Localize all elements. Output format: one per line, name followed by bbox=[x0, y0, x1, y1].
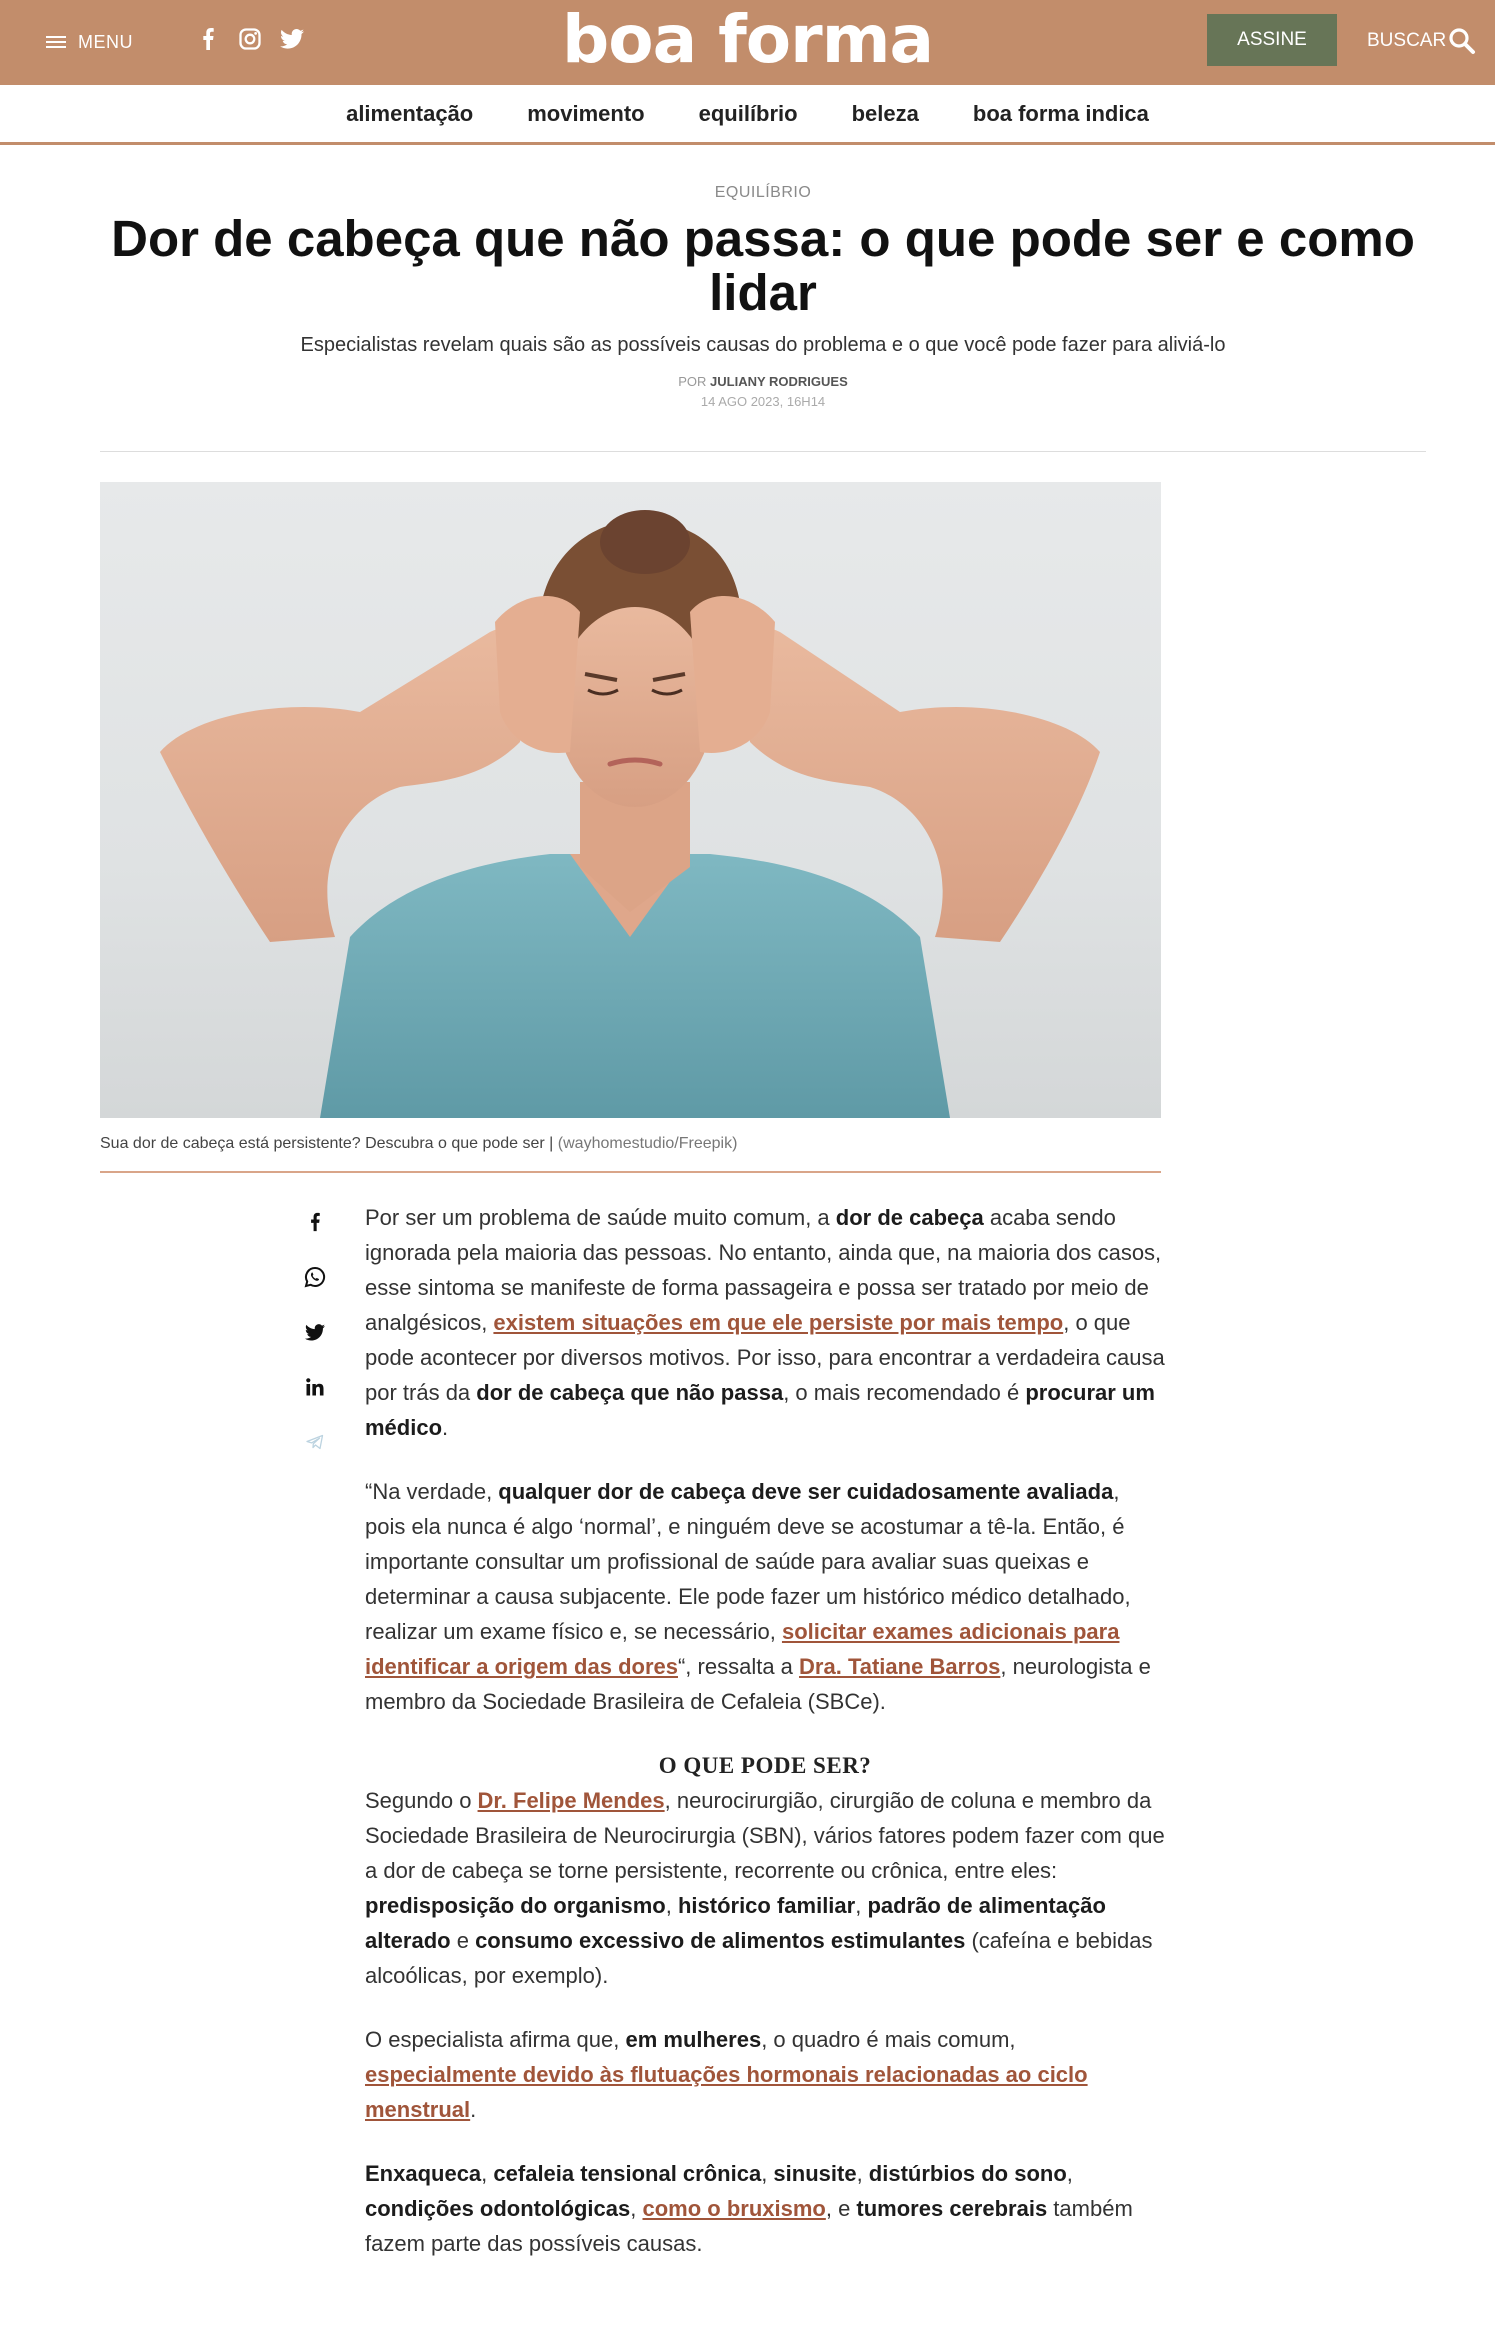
paragraph-1 bbox=[365, 1200, 1165, 1445]
p5-sep-5: , bbox=[630, 2196, 643, 2221]
nav-item-boa-forma-indica[interactable]: boa forma indica bbox=[972, 100, 1149, 126]
search-button[interactable] bbox=[1367, 26, 1476, 56]
hamburger-icon bbox=[46, 35, 66, 49]
header-social-links bbox=[196, 26, 304, 52]
p1-bold-3: procurar um médico bbox=[365, 1380, 1155, 1440]
p2-link-exames[interactable]: solicitar exames adicionais para identificar a origem das dores bbox=[365, 1619, 1120, 1679]
p4-text-1: O especialista afirma que, bbox=[365, 2027, 626, 2052]
share-linkedin-icon[interactable] bbox=[302, 1373, 328, 1401]
main-nav bbox=[0, 85, 1495, 145]
p2-text-4: , neurologista e membro da Sociedade Brasileira de Cefaleia (SBCe). bbox=[365, 1654, 1151, 1714]
category-label[interactable]: EQUILÍBRIO bbox=[714, 184, 812, 201]
p4-text-2: , o quadro é mais comum, bbox=[761, 2027, 1016, 2052]
p5-bold-6: tumores cerebrais bbox=[856, 2196, 1048, 2221]
p3-text-1: Segundo o bbox=[365, 1788, 478, 1813]
title-divider bbox=[100, 451, 1426, 452]
p2-text-1: “Na verdade, bbox=[365, 1479, 499, 1504]
nav-item-equilibrio[interactable]: equilíbrio bbox=[698, 100, 798, 126]
nav-item-beleza[interactable]: beleza bbox=[851, 100, 919, 126]
article-subtitle: Especialistas revelam quais são as possíveis causas do problema e o que você pode fazer para aliviá-lo bbox=[300, 334, 1226, 356]
paragraph-4 bbox=[365, 2022, 1165, 2127]
p1-bold-2: dor de cabeça que não passa bbox=[476, 1380, 784, 1405]
menu-label: MENU bbox=[78, 31, 133, 52]
search-icon bbox=[1448, 27, 1476, 55]
menu-button[interactable] bbox=[46, 30, 133, 54]
p1-text-1: Por ser um problema de saúde muito comum, a bbox=[365, 1205, 836, 1230]
p3-sep-2: , bbox=[855, 1893, 868, 1918]
p5-bold-5: condições odontológicas bbox=[365, 2196, 631, 2221]
paragraph-3 bbox=[365, 1783, 1165, 1993]
author-name[interactable]: JULIANY RODRIGUES bbox=[710, 374, 848, 389]
share-whatsapp-icon[interactable] bbox=[302, 1263, 328, 1291]
p5-bold-3: sinusite bbox=[773, 2161, 857, 2186]
hero-image bbox=[100, 482, 1161, 1118]
share-twitter-icon[interactable] bbox=[302, 1318, 328, 1346]
facebook-icon[interactable] bbox=[196, 26, 220, 52]
p1-link-persiste[interactable]: existem situações em que ele persiste por mais tempo bbox=[493, 1310, 1064, 1335]
section-heading: O QUE PODE SER? bbox=[658, 1753, 872, 1778]
p2-link-tatiane-barros[interactable]: Dra. Tatiane Barros bbox=[799, 1654, 1001, 1679]
p1-text-5: . bbox=[442, 1415, 449, 1440]
p1-text-3: , o que pode acontecer por diversos motivos. Por isso, para encontrar a verdadeira causa por trás da bbox=[365, 1310, 1165, 1405]
p5-link-bruxismo[interactable]: como o bruxismo bbox=[642, 2196, 826, 2221]
share-rail bbox=[302, 1208, 328, 1456]
p2-text-2: , pois ela nunca é algo ‘normal’, e ninguém deve se acostumar a tê-la. Então, é importante consultar um profissional de saúde para avaliar suas queixas e determinar a causa subjacente. Ele pode fazer um histórico médico detalhado, realizar um exame físico e, se necessário, bbox=[365, 1479, 1131, 1644]
byline-prefix: POR bbox=[678, 374, 707, 389]
p2-bold-1: qualquer dor de cabeça deve ser cuidadosamente avaliada bbox=[498, 1479, 1114, 1504]
p2-text-3: “, ressalta a bbox=[677, 1654, 800, 1679]
p4-link-hormonal[interactable]: especialmente devido às flutuações hormonais relacionadas ao ciclo menstrual bbox=[365, 2062, 1088, 2122]
nav-item-movimento[interactable]: movimento bbox=[527, 100, 645, 126]
publish-date: 14 AGO 2023, 16H14 bbox=[700, 394, 826, 409]
article-title: Dor de cabeça que não passa: o que pode ser e como lidar bbox=[111, 210, 1415, 321]
p3-bold-3: padrão de alimentação alterado bbox=[365, 1893, 1106, 1953]
p5-bold-2: cefaleia tensional crônica bbox=[493, 2161, 762, 2186]
p3-bold-4: consumo excessivo de alimentos estimulantes bbox=[475, 1928, 966, 1953]
top-bar bbox=[0, 0, 1495, 85]
paragraph-5 bbox=[365, 2156, 1165, 2261]
image-caption bbox=[100, 1135, 1161, 1153]
p1-text-4: , o mais recomendado é bbox=[783, 1380, 1026, 1405]
caption-credit: (wayhomestudio/Freepik) bbox=[557, 1135, 738, 1152]
p4-text-3: . bbox=[470, 2097, 477, 2122]
p5-bold-4: distúrbios do sono bbox=[868, 2161, 1067, 2186]
p5-sep-3: , bbox=[856, 2161, 869, 2186]
nav-item-alimentacao[interactable]: alimentação bbox=[346, 100, 474, 126]
p3-bold-1: predisposição do organismo bbox=[365, 1893, 666, 1918]
caption-text: Sua dor de cabeça está persistente? Descubra o que pode ser | bbox=[100, 1135, 558, 1152]
article-body bbox=[365, 1200, 1165, 2290]
p5-sep-4: , bbox=[1066, 2161, 1073, 2186]
p5-bold-1: Enxaqueca bbox=[365, 2161, 482, 2186]
p3-text-2: , neurocirurgião, cirurgião de coluna e membro da Sociedade Brasileira de Neurocirurgia (SBN), vários fatores podem fazer com que a dor de cabeça se torne persistente, recorrente ou crônica, entre eles: bbox=[365, 1788, 1165, 1883]
p4-bold-1: em mulheres bbox=[625, 2027, 762, 2052]
subscribe-button[interactable]: ASSINE bbox=[1207, 14, 1337, 66]
p5-sep-6: , e bbox=[825, 2196, 857, 2221]
p5-sep-2: , bbox=[761, 2161, 774, 2186]
byline bbox=[0, 374, 1495, 389]
instagram-icon[interactable] bbox=[238, 26, 262, 52]
p5-sep-1: , bbox=[481, 2161, 494, 2186]
p5-text-1: também fazem parte das possíveis causas. bbox=[365, 2196, 1133, 2256]
woman-headache-illustration bbox=[100, 482, 1161, 1118]
search-label: BUSCAR bbox=[1367, 30, 1447, 51]
caption-divider bbox=[100, 1171, 1161, 1173]
p3-link-felipe-mendes[interactable]: Dr. Felipe Mendes bbox=[477, 1788, 665, 1813]
p3-text-3: (cafeína e bebidas alcoólicas, por exemplo). bbox=[365, 1928, 1153, 1988]
paragraph-2 bbox=[365, 1474, 1165, 1719]
share-telegram-icon[interactable] bbox=[302, 1428, 328, 1456]
p3-bold-2: histórico familiar bbox=[677, 1893, 856, 1918]
p1-text-2: acaba sendo ignorada pela maioria das pessoas. No entanto, ainda que, na maioria dos casos, esse sintoma se manifeste de forma passageira e possa ser tratado por meio de analgésicos, bbox=[365, 1205, 1162, 1335]
site-logo[interactable]: boa forma bbox=[561, 1, 933, 78]
p3-sep-3: e bbox=[450, 1928, 476, 1953]
twitter-icon[interactable] bbox=[280, 26, 304, 52]
p1-bold-1: dor de cabeça bbox=[835, 1205, 984, 1230]
p3-sep-1: , bbox=[665, 1893, 678, 1918]
share-facebook-icon[interactable] bbox=[302, 1208, 328, 1236]
